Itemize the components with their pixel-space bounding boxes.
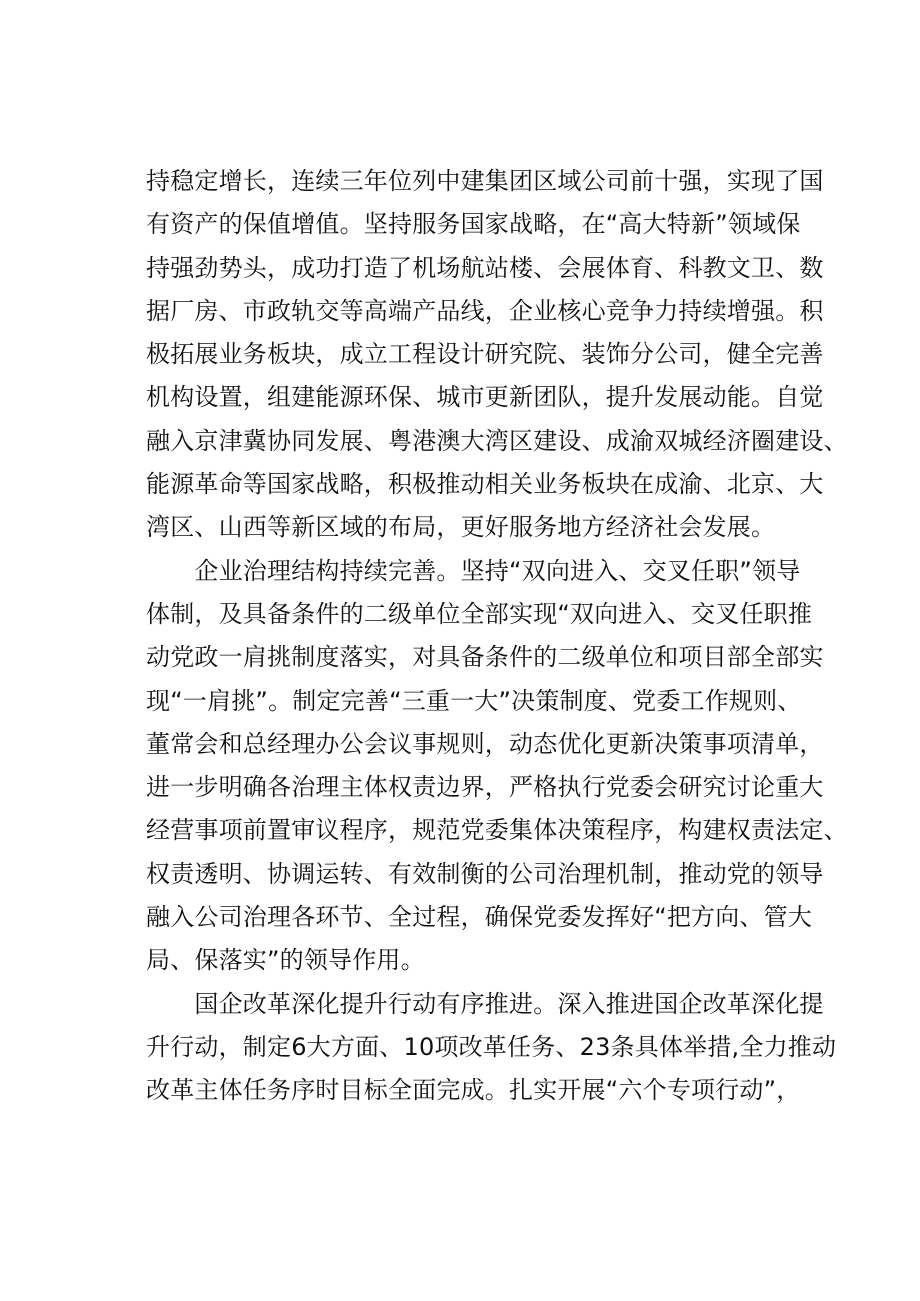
text-line-17: 权责透明、协调运转、有效制衡的公司治理机制，推动党的领导 xyxy=(146,859,824,888)
text-line-21: 升行动，制定6大方面、10项改革任务、23条具体举措,全力推动 xyxy=(146,1032,837,1061)
body-text xyxy=(146,160,848,1113)
text-line-22: 改革主体任务序时目标全面完成。扎实开展“六个专项行动”， xyxy=(146,1076,801,1105)
text-line-10: 企业治理结构持续完善。坚持“双向进入、交叉任职”领导 xyxy=(146,556,801,585)
text-line-8: 能源革命等国家战略，积极推动相关业务板块在成渝、北京、大 xyxy=(146,470,824,499)
text-line-4: 据厂房、市政轨交等高端产品线，企业核心竞争力持续增强。积 xyxy=(146,296,824,325)
text-line-11: 体制，及具备条件的二级单位全部实现“双向进入、交叉任职推 xyxy=(146,599,813,628)
text-line-12: 动党政一肩挑制度落实，对具备条件的二级单位和项目部全部实 xyxy=(146,643,824,672)
text-line-16: 经营事项前置审议程序，规范党委集体决策程序，构建权责法定、 xyxy=(146,816,848,845)
text-line-13: 现“一肩挑”。制定完善“三重一大”决策制度、党委工作规则、 xyxy=(146,686,802,715)
text-line-3: 持强劲势头，成功打造了机场航站楼、会展体育、科教文卫、数 xyxy=(146,253,824,282)
text-line-9: 湾区、山西等新区域的布局，更好服务地方经济社会发展。 xyxy=(146,513,776,542)
text-line-15: 进一步明确各治理主体权责边界，严格执行党委会研究讨论重大 xyxy=(146,773,824,802)
text-line-19: 局、保落实”的领导作用。 xyxy=(146,946,425,975)
text-line-5: 极拓展业务板块，成立工程设计研究院、装饰分公司，健全完善 xyxy=(146,340,824,369)
text-line-7: 融入京津冀协同发展、粤港澳大湾区建设、成渝双城经济圈建设、 xyxy=(146,426,848,455)
text-line-6: 机构设置，组建能源环保、城市更新团队，提升发展动能。自觉 xyxy=(146,383,824,412)
text-line-14: 董常会和总经理办公会议事规则，动态优化更新决策事项清单， xyxy=(146,729,824,758)
text-line-18: 融入公司治理各环节、全过程，确保党委发挥好“把方向、管大 xyxy=(146,903,813,932)
text-line-20: 国企改革深化提升行动有序推进。深入推进国企改革深化提 xyxy=(146,989,824,1018)
text-line-1: 持稳定增长，连续三年位列中建集团区域公司前十强，实现了国 xyxy=(146,167,824,195)
text-line-2: 有资产的保值增值。坚持服务国家战略，在“高大特新”领域保 xyxy=(146,210,801,239)
